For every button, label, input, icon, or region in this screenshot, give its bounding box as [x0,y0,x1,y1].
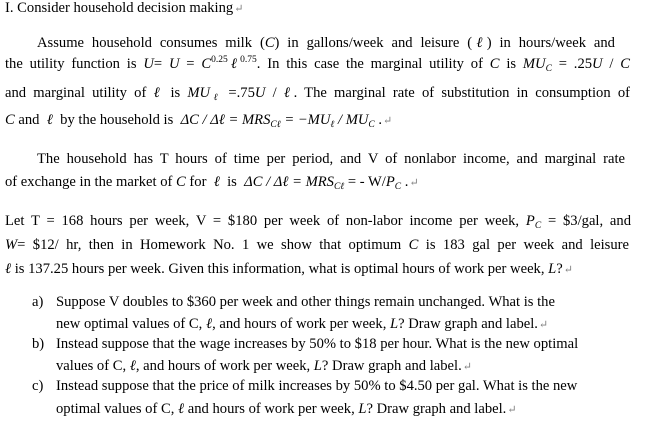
text: ) in hours/week and [486,35,615,51]
text: Suppose V doubles to $360 per week and other things remain unchanged. What is the [56,294,555,310]
math-c: C [201,56,212,72]
text: is [506,56,517,72]
text: = $12/ hr, then in Homework No. 1 we show that optimum [17,237,402,253]
math-mrs: ΔC / Δℓ = MRS [180,112,271,128]
text: = .25 [551,56,593,72]
math-ell: ℓ [472,35,487,51]
text: ? Draw graph and label. [398,316,538,332]
math-ell: ℓ [283,85,294,101]
math-u: U [143,56,154,72]
math-l: L [390,316,399,332]
para2-line1 [37,149,625,169]
math-l: L [313,358,322,374]
list-marker: a) [32,294,44,310]
para1-line2 [5,54,630,74]
list-item-a-line2 [56,314,636,334]
list-item-c-line2 [56,399,636,419]
text: Instead suppose that the price of milk increases by 50% to $4.50 per gal. What is the new [56,378,578,394]
list-item-b [32,334,637,354]
text: / [602,56,621,72]
math-c: C [176,174,186,190]
math-u: U [168,56,180,72]
math-mu: MU [522,56,546,72]
math-p: P [385,174,395,190]
text: is [170,85,181,101]
math-ell: ℓ [205,316,213,332]
text: and [14,112,40,128]
text: Instead suppose that the wage increases by 50% to $18 per hour. What is the new optimal [56,336,579,352]
math-ell: ℓ [46,112,53,128]
para3-line1 [5,211,631,231]
math-w: W [5,237,18,253]
list-marker: b) [32,336,45,352]
text: ) in gallons/week and leisure ( [274,35,473,51]
subscript: ℓ [330,120,335,130]
math-ell: ℓ [213,174,220,190]
text: ? Draw graph and label. [366,401,507,417]
exponent: 0.25 [211,55,228,65]
text: Let T = 168 hours per week, V = $180 per week of non-labor income per week, [5,213,520,229]
text: of exchange in the market of [5,174,173,190]
list-item-a [32,292,632,312]
heading-text: I. Consider household decision making [5,0,234,16]
text: Assume household consumes milk ( [37,35,265,51]
math-u: U [254,85,266,101]
math-c: C [264,35,275,51]
text: =.75 [221,85,255,101]
text: new optimal values of C, [56,316,203,332]
text: = - W/ [344,174,386,190]
math-ell: ℓ [5,261,12,277]
text: and marginal utility of [5,85,147,101]
paragraph-mark: ↵ [409,177,419,189]
paragraph-mark: ↵ [234,3,244,15]
math-u: U [592,56,603,72]
math-c: C [489,56,500,72]
math-ell: ℓ [153,85,164,101]
math-mu: MU [187,85,211,101]
math-p: P [525,213,535,229]
para1-line3 [5,83,630,103]
text: = [153,56,169,72]
math-mu: / MU [334,112,369,128]
text: , and hours of work per week, [212,316,387,332]
text: . [401,174,409,190]
para1-line4 [5,110,605,130]
paragraph-mark: ↵ [507,404,517,416]
paragraph-mark: ↵ [383,115,393,127]
text: = $3/gal, and [541,213,632,229]
text: ? [556,261,563,277]
heading [5,0,605,18]
text: The household has T hours of time per period, and V of nonlabor income, and marginal rate [37,151,625,167]
subscript: C [368,120,375,130]
subscript: C [534,221,542,231]
para1-line1 [37,33,615,53]
math-c: C [620,56,631,72]
text: / [265,85,284,101]
text: the utility function is [5,56,137,72]
math-mu: = −MU [280,112,331,128]
text: , and hours of work per week, [135,358,311,374]
text: and hours of work per week, [187,401,355,417]
text: values of C, [56,358,127,374]
subscript: C [545,64,552,74]
math-ell: ℓ [129,358,136,374]
subscript: C [394,182,402,192]
text: . The marginal rate of substitution in consumption of [293,85,630,101]
subscript: Cℓ [270,120,281,130]
text: . [374,112,383,128]
list-item-b-line2 [56,356,636,376]
text: . In this case the marginal utility of [256,56,483,72]
exponent: 0.75 [240,55,257,65]
text: is 137.25 hours per week. Given this information, what is optimal hours of work per week, [14,261,545,277]
paragraph-mark: ↵ [462,361,472,373]
math-c: C [5,112,15,128]
text: optimal values of C, [56,401,175,417]
text: for [189,174,207,190]
para2-line2 [5,172,605,192]
math-c: C [408,237,419,253]
text: is 183 gal per week and leisure [425,237,629,253]
math-l: L [548,261,557,277]
paragraph-mark: ↵ [538,319,549,331]
text: is [227,174,237,190]
subscript: ℓ [210,93,222,103]
text: by the household is [60,112,174,128]
paragraph-mark: ↵ [563,264,573,276]
text: ? Draw graph and label. [321,358,462,374]
subscript: Cℓ [333,182,345,192]
math-l: L [358,401,367,417]
math-ell: ℓ [178,401,185,417]
list-item-c [32,376,637,396]
text: = [179,56,202,72]
para3-line2 [5,235,629,255]
math-ell: ℓ [227,56,241,72]
para3-line3 [5,259,635,279]
list-marker: c) [32,378,44,394]
math-mrs: ΔC / Δℓ = MRS [244,174,334,190]
